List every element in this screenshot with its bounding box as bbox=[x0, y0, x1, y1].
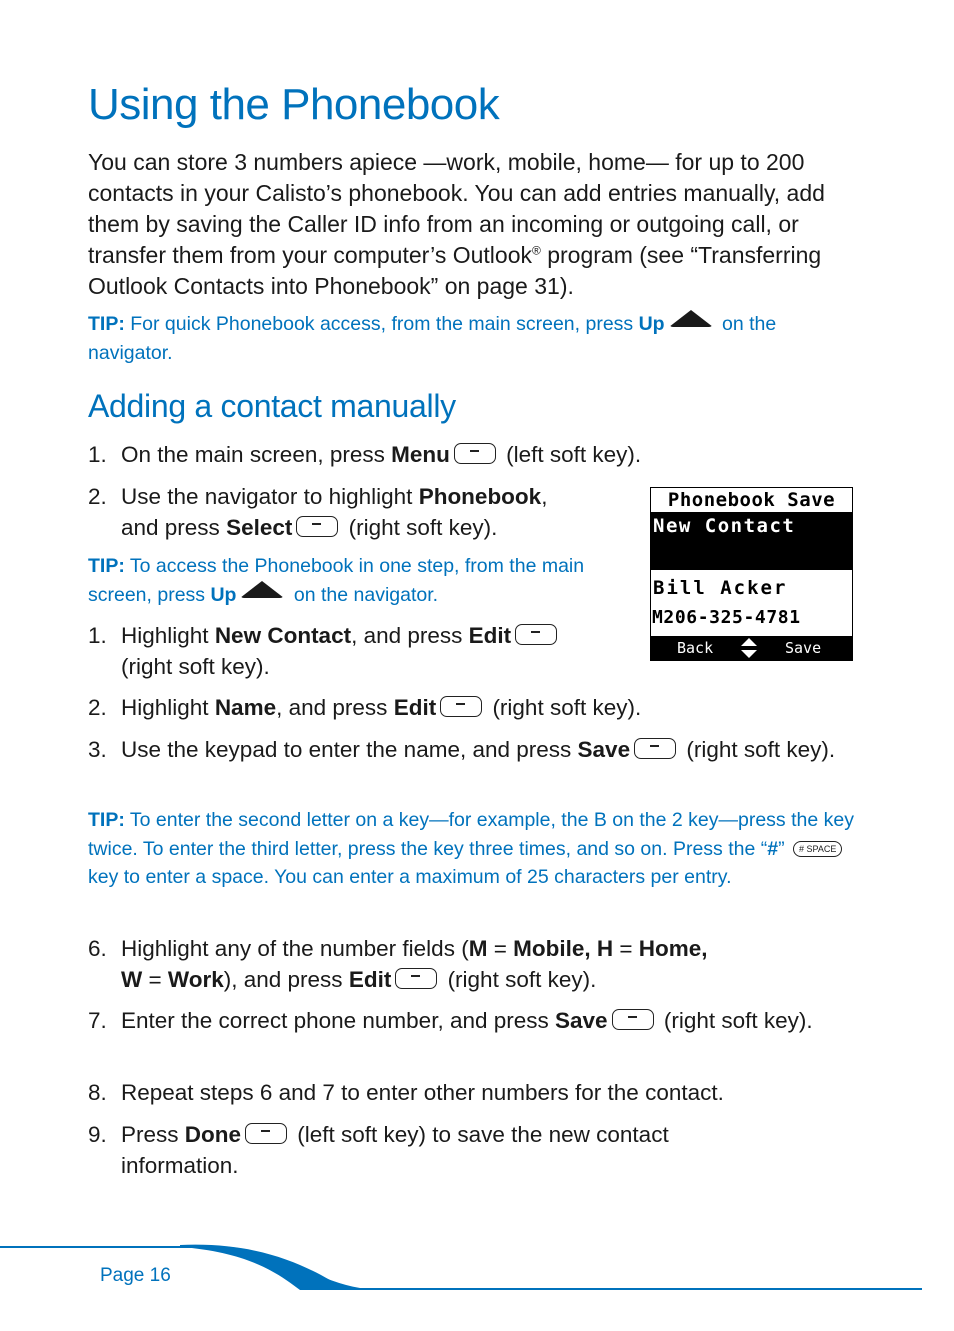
step-key-name: Edit bbox=[348, 967, 392, 992]
step-number: 3. bbox=[88, 737, 107, 762]
intro-text-1: You can store 3 numbers apiece —work, mobile, home— for up to 200 contacts in your Calisto’s phonebook. You can add entries manually, add them by saving the Caller ID info from an incoming or outgoing call, or transfer them from your computer’s Outlook bbox=[88, 149, 825, 268]
step-text: = bbox=[613, 936, 639, 961]
phone-screen-illustration bbox=[650, 487, 853, 661]
step-number: 9. bbox=[88, 1122, 107, 1147]
registered-mark: ® bbox=[532, 243, 541, 258]
step-key-name: Done bbox=[184, 1122, 242, 1147]
step-key-name: Select bbox=[226, 515, 293, 540]
soft-key-icon bbox=[395, 968, 437, 989]
screen-save-label: Save bbox=[785, 639, 822, 657]
step-key-name: Phonebook bbox=[418, 484, 542, 509]
nav-up-icon bbox=[669, 310, 713, 327]
soft-key-icon bbox=[440, 696, 482, 717]
tip-text: For quick Phonebook access, from the main screen, press bbox=[124, 313, 639, 335]
soft-key-icon bbox=[245, 1123, 287, 1144]
tip-second-letter bbox=[88, 806, 856, 892]
step-key-name: Edit bbox=[393, 695, 437, 720]
tip-up-label: Up bbox=[638, 313, 665, 335]
step-text: Use the keypad to enter the name, and press bbox=[121, 737, 578, 762]
step-text: Highlight any of the number fields ( bbox=[121, 936, 469, 961]
screen-softkey-bar bbox=[651, 636, 852, 660]
step-text: (right soft key). bbox=[342, 515, 498, 540]
list-item bbox=[88, 933, 858, 995]
list-item bbox=[88, 1077, 858, 1108]
tip-quick-access bbox=[88, 310, 838, 367]
tip-text-after: on the navigator. bbox=[88, 313, 777, 364]
tip-label: TIP: bbox=[88, 555, 125, 577]
step-number: 2. bbox=[88, 695, 107, 720]
section-title: Adding a contact manually bbox=[88, 388, 456, 424]
step-text: and press bbox=[121, 515, 227, 540]
step-text: Highlight bbox=[121, 623, 215, 648]
step-text: , and press bbox=[276, 695, 394, 720]
soft-key-icon bbox=[515, 624, 557, 645]
step-text: (left soft key). bbox=[499, 442, 642, 467]
step-number: 8. bbox=[88, 1080, 107, 1105]
page-number: Page 16 bbox=[100, 1265, 171, 1286]
step-text: (right soft key). bbox=[680, 737, 836, 762]
screen-contact-number: M206-325-4781 bbox=[652, 607, 801, 628]
tip-text: key to enter a space. You can enter a maximum of 25 characters per entry. bbox=[88, 866, 732, 888]
intro-text-2: program (see “Transferring Outlook Contacts into Phonebook” on page 31). bbox=[88, 242, 822, 299]
field-name: Mobile, H bbox=[513, 936, 614, 961]
step-text: (left soft key) to save the new contact information. bbox=[121, 1122, 669, 1178]
tip-text: To access the Phonebook in one step, from the main screen, press bbox=[88, 555, 585, 606]
list-item bbox=[88, 1119, 768, 1181]
nav-up-icon bbox=[240, 581, 284, 598]
step-number: 1. bbox=[88, 623, 107, 648]
step-key-name: Edit bbox=[468, 623, 512, 648]
tip-text: To enter the second letter on a key—for example, the B on the 2 key—press the key twice. To enter the third letter, press the key three times, and so on. Press the “ bbox=[88, 809, 854, 860]
intro-paragraph bbox=[88, 147, 856, 302]
step-key-name: Name bbox=[214, 695, 277, 720]
tip-hash: # bbox=[767, 837, 779, 860]
step-number: 6. bbox=[88, 936, 107, 961]
field-code: W bbox=[121, 967, 143, 992]
step-text: = bbox=[142, 967, 168, 992]
step-number: 7. bbox=[88, 1008, 107, 1033]
step-text: , bbox=[541, 484, 548, 509]
step-text: (right soft key). bbox=[121, 654, 270, 679]
list-item bbox=[88, 1005, 858, 1036]
step-text: Highlight bbox=[121, 695, 215, 720]
step-key-name: Menu bbox=[391, 442, 450, 467]
screen-contact-name: Bill Acker bbox=[653, 577, 788, 599]
tip-label: TIP: bbox=[88, 809, 125, 831]
step-text: Use the navigator to highlight bbox=[121, 484, 419, 509]
step-text: (right soft key). bbox=[657, 1008, 813, 1033]
screen-highlight-row bbox=[651, 512, 852, 570]
step-text: = bbox=[487, 936, 514, 961]
page-title: Using the Phonebook bbox=[88, 80, 500, 129]
soft-key-icon bbox=[612, 1009, 654, 1030]
tip-up-label: Up bbox=[210, 583, 237, 606]
field-code: M bbox=[468, 936, 488, 961]
soft-key-icon bbox=[454, 443, 496, 464]
soft-key-icon bbox=[634, 738, 676, 759]
step-text: On the main screen, press bbox=[121, 442, 392, 467]
step-text: (right soft key). bbox=[441, 967, 597, 992]
step-text: , and press bbox=[351, 623, 469, 648]
tip-one-step bbox=[88, 552, 618, 609]
list-item bbox=[88, 481, 618, 543]
screen-back-label: Back bbox=[677, 639, 714, 657]
tip-text-after: on the navigator. bbox=[288, 583, 439, 606]
step-text: Press bbox=[121, 1122, 185, 1147]
space-key-icon: # SPACE bbox=[793, 841, 842, 857]
list-item bbox=[88, 734, 858, 765]
list-item bbox=[88, 439, 858, 470]
list-item bbox=[88, 620, 628, 682]
step-text: (right soft key). bbox=[486, 695, 642, 720]
tip-label: TIP: bbox=[88, 313, 125, 335]
step-number: 2. bbox=[88, 484, 107, 509]
step-number: 1. bbox=[88, 442, 107, 467]
field-name: Home, bbox=[638, 936, 708, 961]
up-down-arrows-icon bbox=[740, 638, 758, 658]
screen-title: Phonebook Save bbox=[667, 489, 836, 511]
step-key-name: Save bbox=[555, 1008, 608, 1033]
step-key-name: New Contact bbox=[214, 623, 352, 648]
field-name: Work bbox=[167, 967, 224, 992]
step-text: Repeat steps 6 and 7 to enter other numbers for the contact. bbox=[121, 1080, 724, 1105]
step-text: ), and press bbox=[223, 967, 349, 992]
step-key-name: Save bbox=[577, 737, 631, 762]
list-item bbox=[88, 692, 858, 723]
step-text: Enter the correct phone number, and press bbox=[121, 1008, 556, 1033]
soft-key-icon bbox=[296, 516, 338, 537]
screen-highlight-text: New Contact bbox=[653, 515, 796, 537]
tip-text: ” bbox=[778, 837, 791, 860]
